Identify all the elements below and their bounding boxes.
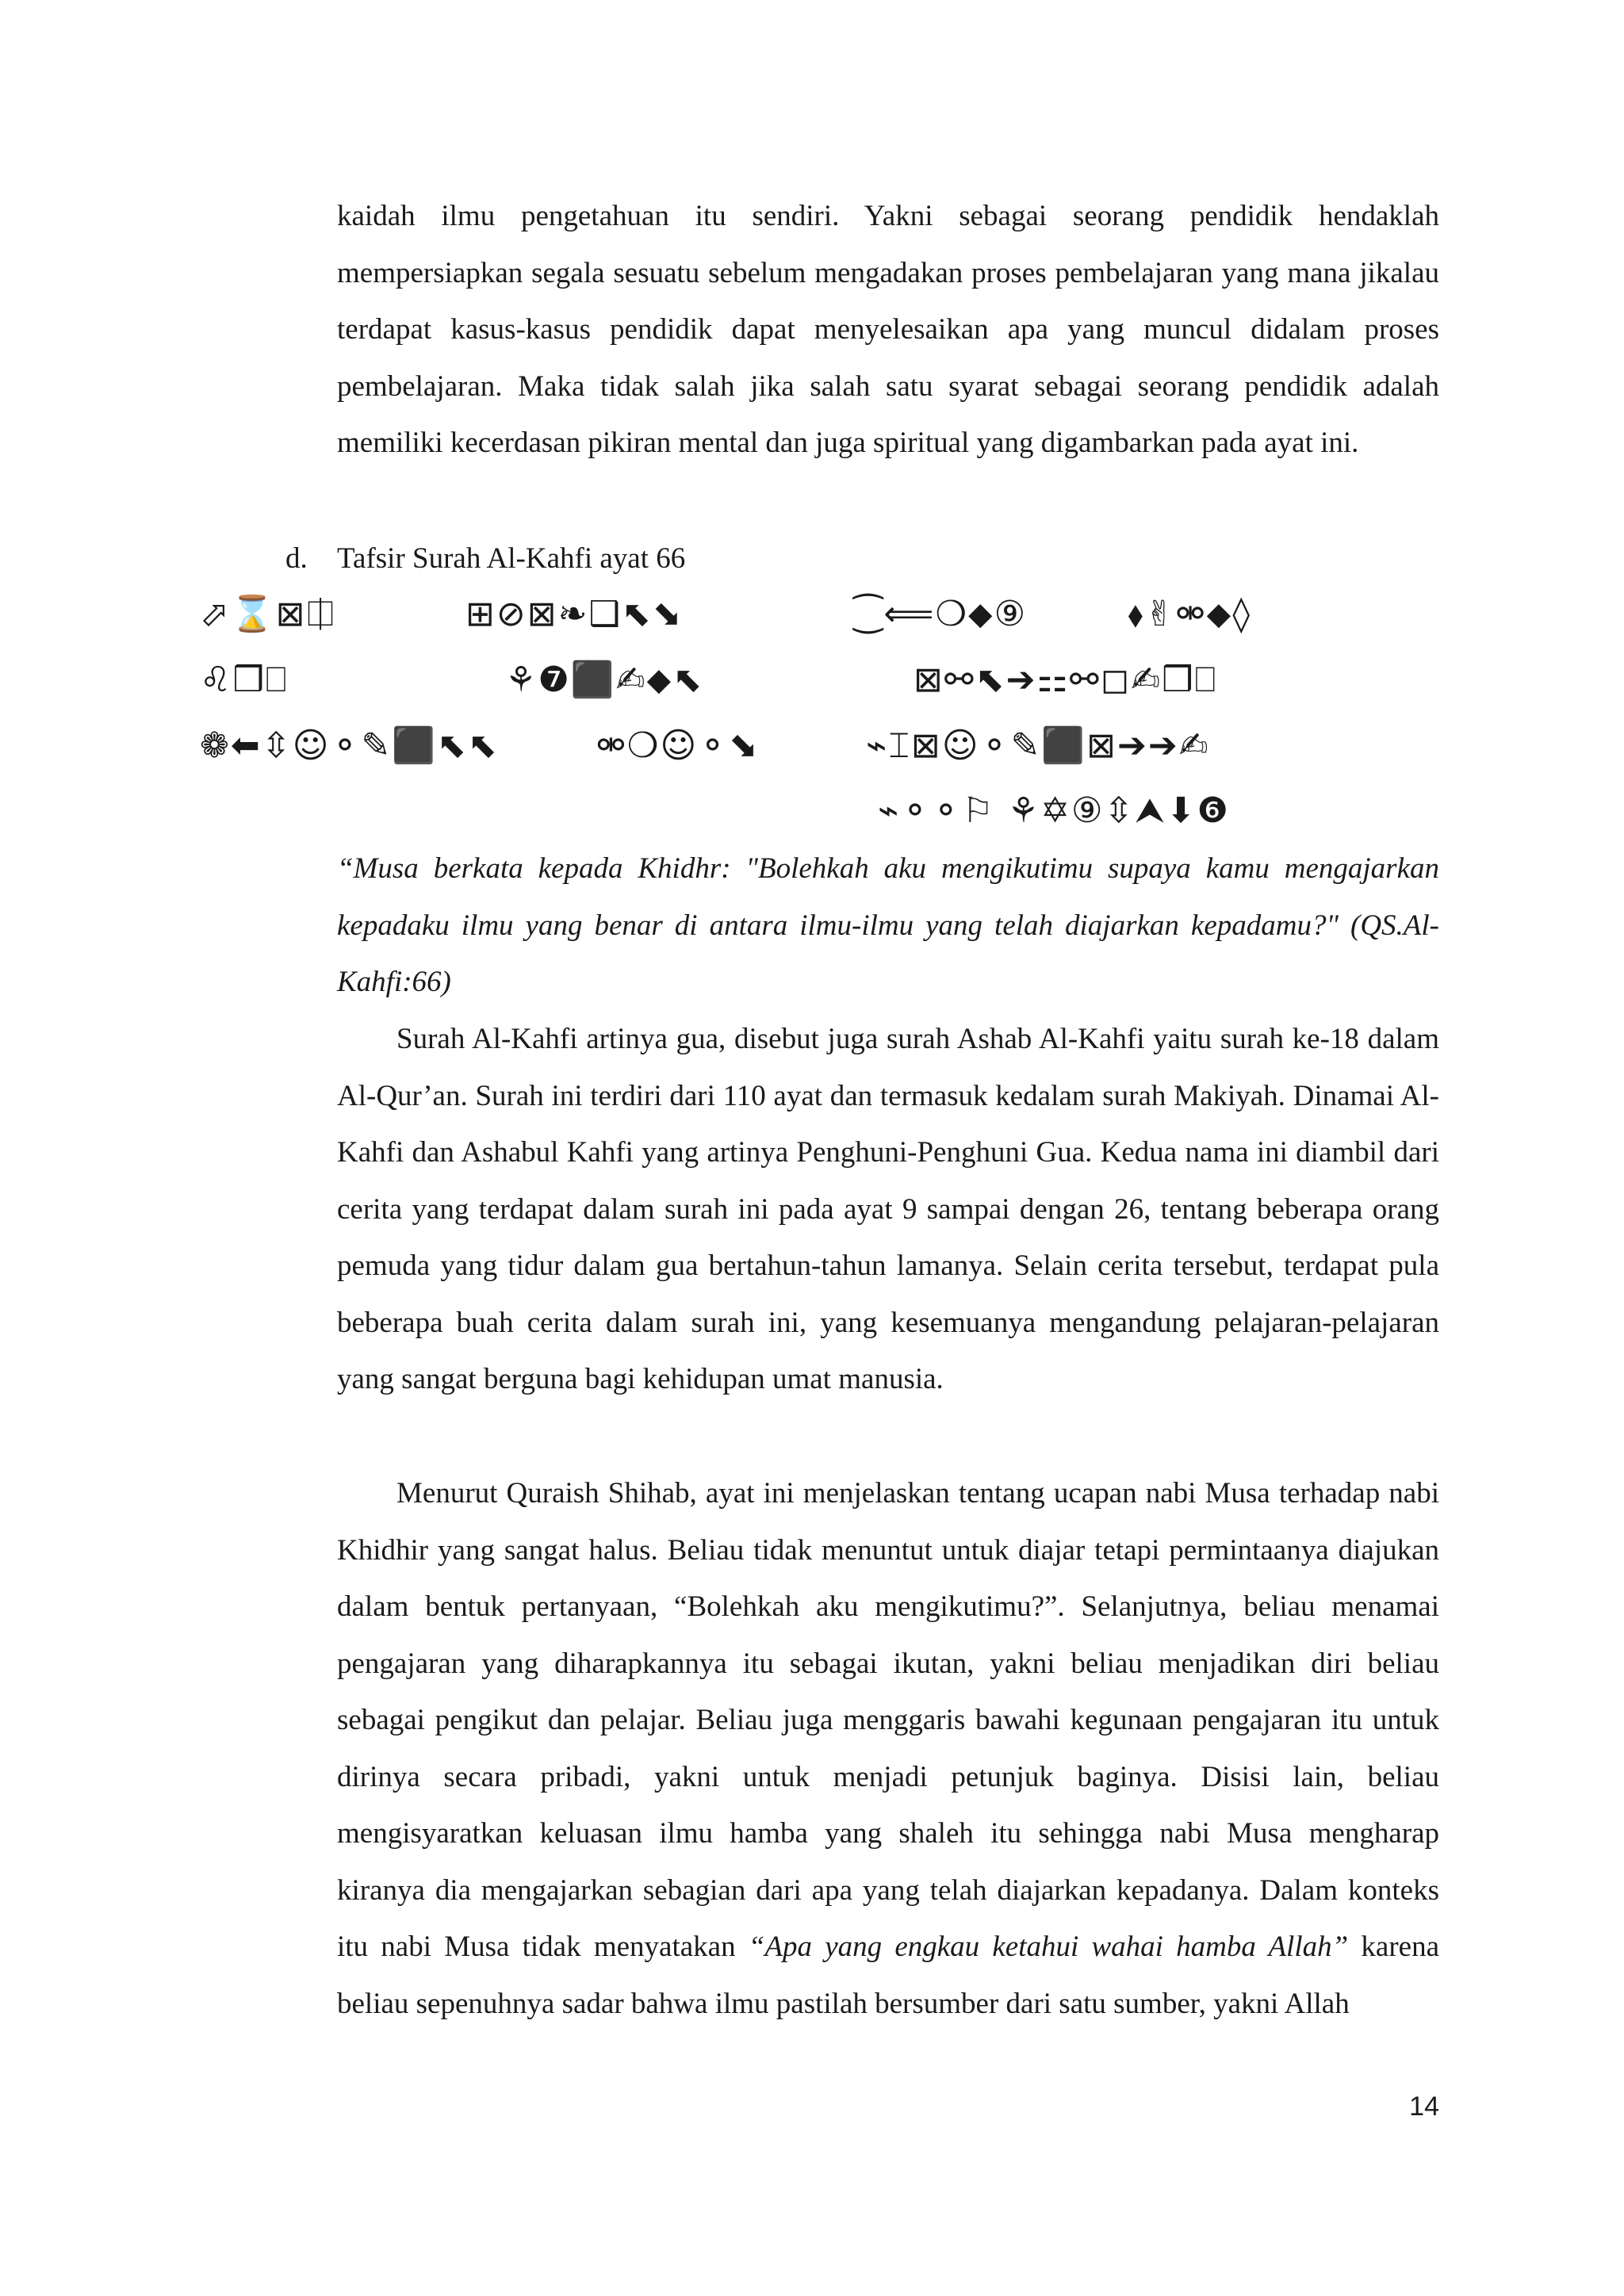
- quote-text: Musa berkata kepada Khidhr: "Bolehkah aku mengikutimu supaya kamu mengajarkan kepadaku ilmu yang benar di antara ilmu-ilmu yang telah diajarkan kepadamu?" (QS.Al-Kahfi:66): [337, 852, 1439, 998]
- arabic-verse-line-4: [200, 785, 1439, 837]
- arabic-verse-line-2: [200, 654, 1439, 706]
- verse-translation: [337, 840, 1439, 1011]
- paragraph-surah-description: Surah Al-Kahfi artinya gua, disebut juga surah Ashab Al-Kahfi yaitu surah ke-18 dalam Al-Qur’an. Surah ini terdiri dari 110 ayat dan termasuk kedalam surah Makiyah. Dinamai Al-Kahfi dan Ashabul Kahfi yang artinya Penghuni-Penghuni Gua. Kedua nama ini diambil dari cerita yang terdapat dalam surah ini pada ayat 9 sampai dengan 26, tentang beberapa orang pemuda yang tidur dalam gua bertahun-tahun lamanya. Selain cerita tersebut, terdapat pula beberapa buah cerita dalam surah ini, yang kesemuanya mengandung pelajaran-pelajaran yang sangat berguna bagi kehidupan umat manusia.: [337, 1023, 1439, 1395]
- heading-text: Tafsir Surah Al-Kahfi ayat 66: [337, 542, 686, 575]
- page-number: 14: [1409, 2091, 1439, 2122]
- arabic-verse-line-1: [200, 588, 1439, 641]
- verse-word: ⊠⚯⬉➔⚏⚯◻✍❒⎕: [914, 660, 1218, 700]
- verse-word: ⬧✌⚮⬥◊: [1128, 594, 1252, 634]
- paragraph-text: karena beliau sepenuhnya sadar bahwa ilmu pastilah bersumber dari satu sumber, yakni Allah: [337, 1931, 1439, 2020]
- section-heading: [285, 530, 1439, 587]
- paragraph-intro: kaidah ilmu pengetahuan itu sendiri. Yakni sebagai seorang pendidik hendaklah mempersiapkan segala sesuatu sebelum mengadakan proses pembelajaran yang mana jikalau terdapat kasus-kasus pendidik dapat menyelesaikan apa yang muncul didalam proses pembelajaran. Maka tidak salah jika salah satu syarat sebagai seorang pendidik adalah memiliki kecerdasan pikiran mental dan juga spiritual yang digambarkan pada ayat ini.: [337, 200, 1439, 459]
- verse-word: ⌁⌶⊠☺⚬✎⬛⊠➔➔✍: [866, 725, 1210, 766]
- paragraph-text: Menurut Quraish Shihab, ayat ini menjelaskan tentang ucapan nabi Musa terhadap nabi Khidhir yang sangat halus. Beliau tidak menuntut untuk diajar tetapi permintaanya diajukan dalam bentuk pertanyaan, “Bolehkah aku mengikutimu?”. Selanjutnya, beliau menamai pengajaran yang diharapkannya itu sebagai ikutan, yakni beliau menjadikan diri beliau sebagai pengikut dan pelajar. Beliau juga menggaris bawahi kegunaan pengajaran itu untuk dirinya secara pribadi, yakni untuk menjadi petunjuk baginya. Disisi lain, beliau mengisyaratkan keluasan ilmu hamba yang shaleh itu sehingga nabi Musa mengharap kiranya dia mengajarkan sebagian dari apa yang telah diajarkan kepadanya. Dalam konteks itu nabi Musa tidak menyatakan: [337, 1477, 1439, 1963]
- italic-quote: “Apa yang engkau ketahui wahai hamba Allah”: [748, 1931, 1349, 1963]
- verse-word: ⌁⚬⚬⚐ ⚘✡⑨⇳⮝⬇❻: [878, 790, 1230, 831]
- arabic-verse-line-3: [200, 720, 1439, 772]
- paragraph-quraish-shihab: [337, 1465, 1439, 2032]
- verse-word: ♌❒⎕: [200, 660, 289, 700]
- verse-word: ⬀⌛⊠⎅: [200, 594, 336, 634]
- list-marker: d.: [285, 542, 308, 575]
- verse-word: ⁐⟸❍⬥⑨: [854, 594, 1028, 634]
- quote-open-mark: “: [337, 852, 354, 885]
- verse-word: ❁⬅⇳☺⚬✎⬛⬉⬉: [200, 725, 499, 766]
- verse-word: ⚘❼⬛✍⬥⬉: [505, 660, 704, 700]
- verse-word: ⊞⊘⊠❧❑⬉⬊: [465, 594, 684, 634]
- verse-word: ⚮❍☺⚬⬊: [596, 725, 760, 766]
